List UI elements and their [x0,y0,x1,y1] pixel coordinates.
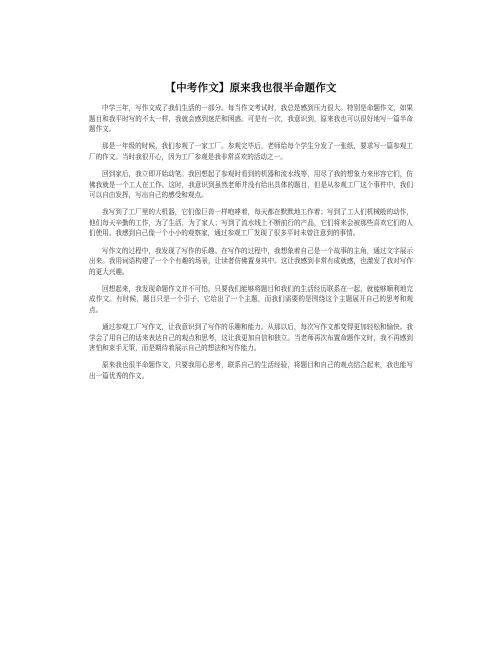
paragraph: 回到家后，我立即开始动笔。我回想起了参观时看到的机器和流水线等，用尽了我的想象力来形容它们，仿佛我就是一个工人在工作。这时，我意识到虽然老师并没有给出具体的题目，但是从参观工厂这个事件中，我们可以自由发挥，写出自己的感受和观点。 [89,169,413,200]
paragraph: 回想起来，我发现命题作文并不可怕，只要我们能够将题目和我们的生活经历联系在一起，就能够顺利地完成作文。有时候，题目只是一个引子，它给出了一个主题，而我们需要的是围绕这个主题展开自己的思考和观点。 [89,284,413,314]
document-title: 【中考作文】原来我也很半命题作文 [165,82,337,94]
paragraph: 那是一年级的时候，我们参观了一家工厂。参观完毕后，老师给每个学生分发了一张纸，要求写一篇参观工厂的作文。当时我很开心，因为工厂参观是我非常喜欢的活动之一。 [89,142,413,161]
document-body [89,103,413,388]
paragraph: 中学三年，写作文成了我们生活的一部分。每当作文考试时，我总是感到压力很大。特别是命题作文，如果题目和我平时写的不太一样，我就会感到迷茫和困惑。可是有一次，我意识到，原来我也可以很好地写一篇半命题作文。 [89,104,413,134]
paragraph: 写作文的过程中，我发现了写作的乐趣。在写作的过程中，我想象着自己是一个故事的主角，通过文字展示出来。我用词语构建了一个个有趣的场景，让读者仿佛置身其中。这让我感到非常有成就感，也激发了我对写作的更大兴趣。 [89,246,413,276]
paragraph: 原来我也很半命题作文，只要我用心思考，联系自己的生活经验，将题目和自己的观点结合起来，我也能写出一篇优秀的作文。 [89,361,413,380]
paragraph: 我写到了工厂里的大机器，它们像巨兽一样咆哮着，每天都在默默地工作着；写到了工人们机械般的动作，他们每天辛勤的工作，为了生活，为了家人；写到了流水线上不断前行的产品，它们将来会被那些喜欢它们的人们使用。我感到自己像一个小小的观察家，通过参观工厂发现了很多平时未曾注意到的事情。 [89,208,413,238]
paragraph: 通过参观工厂写作文，让我意识到了写作的乐趣和能力。从那以后，每次写作文都变得更加轻松和愉快。我学会了用自己的话来表达自己的观点和思考，这让我更加自信和独立。当老师再次布置命题作文时，我不再感到害怕和束手无策，而是期待着展示自己的想法和写作能力。 [89,323,413,353]
